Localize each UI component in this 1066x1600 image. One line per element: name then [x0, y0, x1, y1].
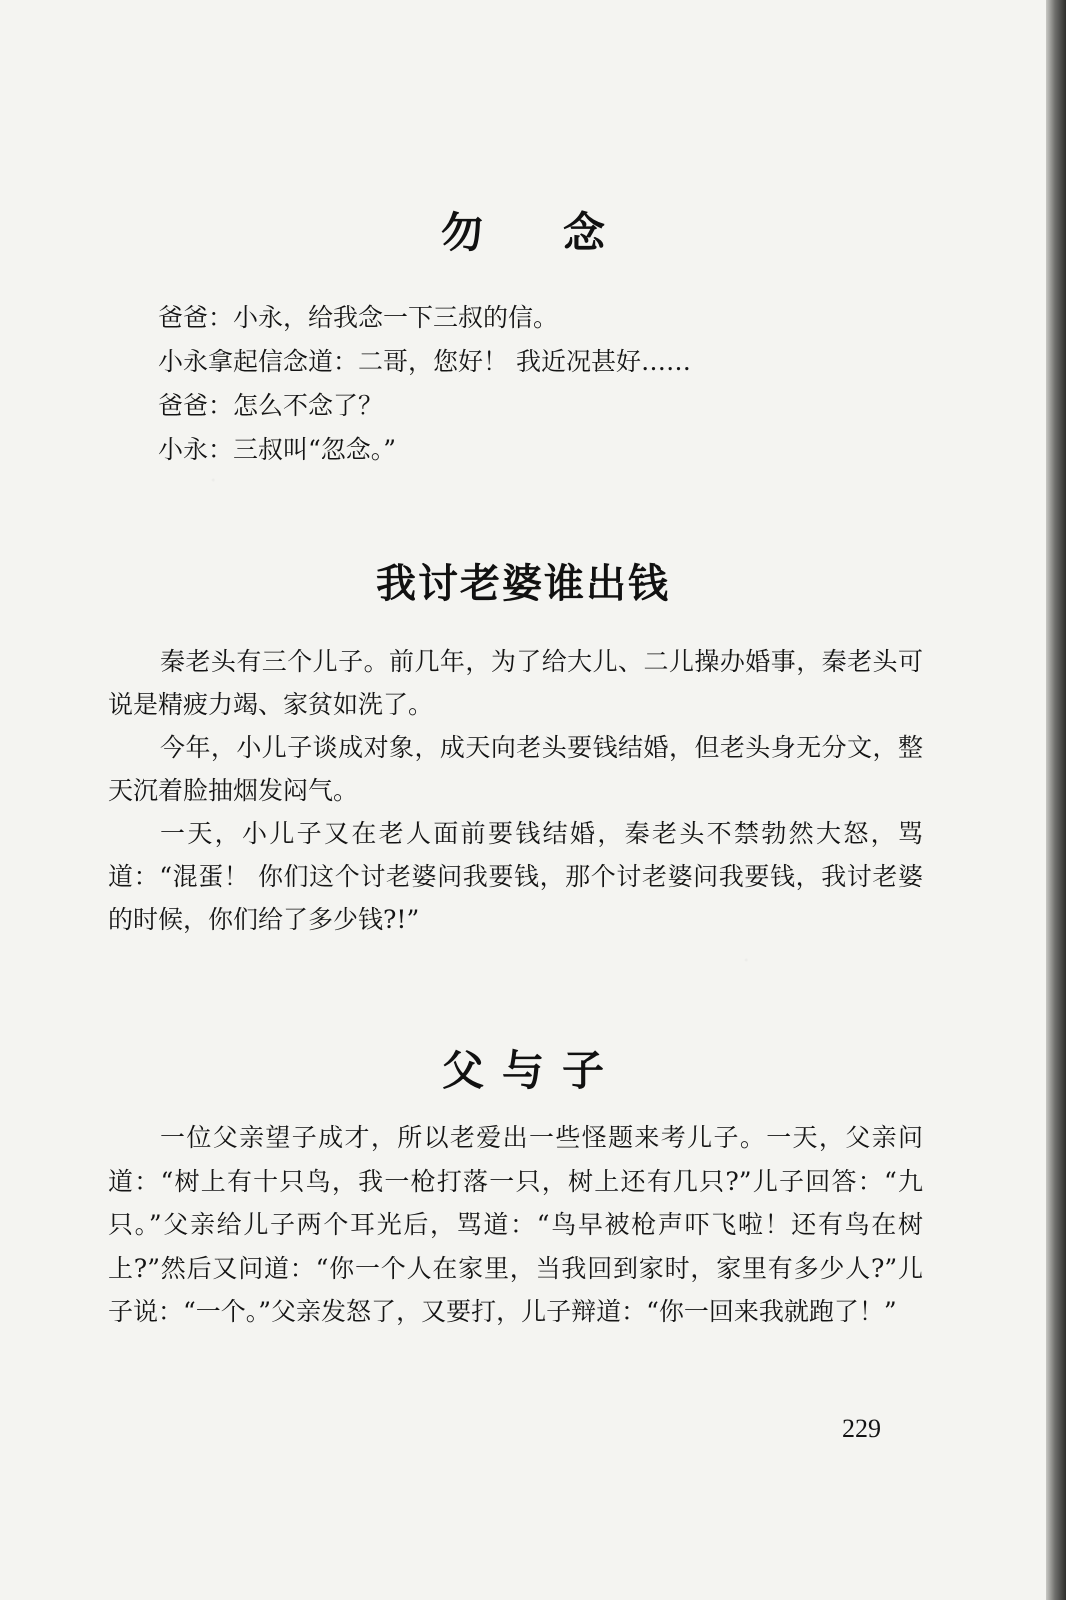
page-number: 229 [842, 1414, 881, 1443]
story-paragraph: 一天，小儿子又在老人面前要钱结婚，秦老头不禁勃然大怒，骂道：“混蛋！ 你们这个讨老婆问我要钱，那个讨老婆问我要钱，我讨老婆的时候，你们给了多少钱?!” [108, 819, 923, 934]
dialog-line: 小永拿起信念道：二哥，您好！ 我近况甚好…… [158, 347, 691, 376]
story-paragraph: 秦老头有三个儿子。前几年，为了给大儿、二儿操办婚事，秦老头可说是精疲力竭、家贫如洗了。 [108, 647, 923, 719]
section-title-who-pays: 我讨老婆谁出钱 [376, 560, 670, 607]
story-paragraph: 一位父亲望子成才，所以老爱出一些怪题来考儿子。一天，父亲问道：“树上有十只鸟，我一枪打落一只，树上还有几只?”儿子回答：“九只。”父亲给儿子两个耳光后，骂道：“鸟早被枪声吓飞啦！还有鸟在树上?”然后又问道：“你一个人在家里，当我回到家时，家里有多少人?”儿子说：“一个。”父亲发怒了，又要打，儿子辩道：“你一回来我就跑了！” [108, 1123, 923, 1326]
dialog-line: 爸爸：小永，给我念一下三叔的信。 [158, 303, 559, 332]
dialog-block [158, 296, 918, 472]
section-title-wunian: 勿念 [440, 208, 685, 257]
dialog-line: 小永：三叔叫“忽念。” [158, 435, 397, 464]
section-title-father-and-son: 父与子 [441, 1046, 622, 1095]
story-paragraph: 今年，小儿子谈成对象，成天向老头要钱结婚，但老头身无分文，整天沉着脸抽烟发闷气。 [108, 733, 923, 805]
scan-edge-shadow [1046, 0, 1066, 1600]
dialog-line: 爸爸：怎么不念了？ [158, 391, 384, 420]
